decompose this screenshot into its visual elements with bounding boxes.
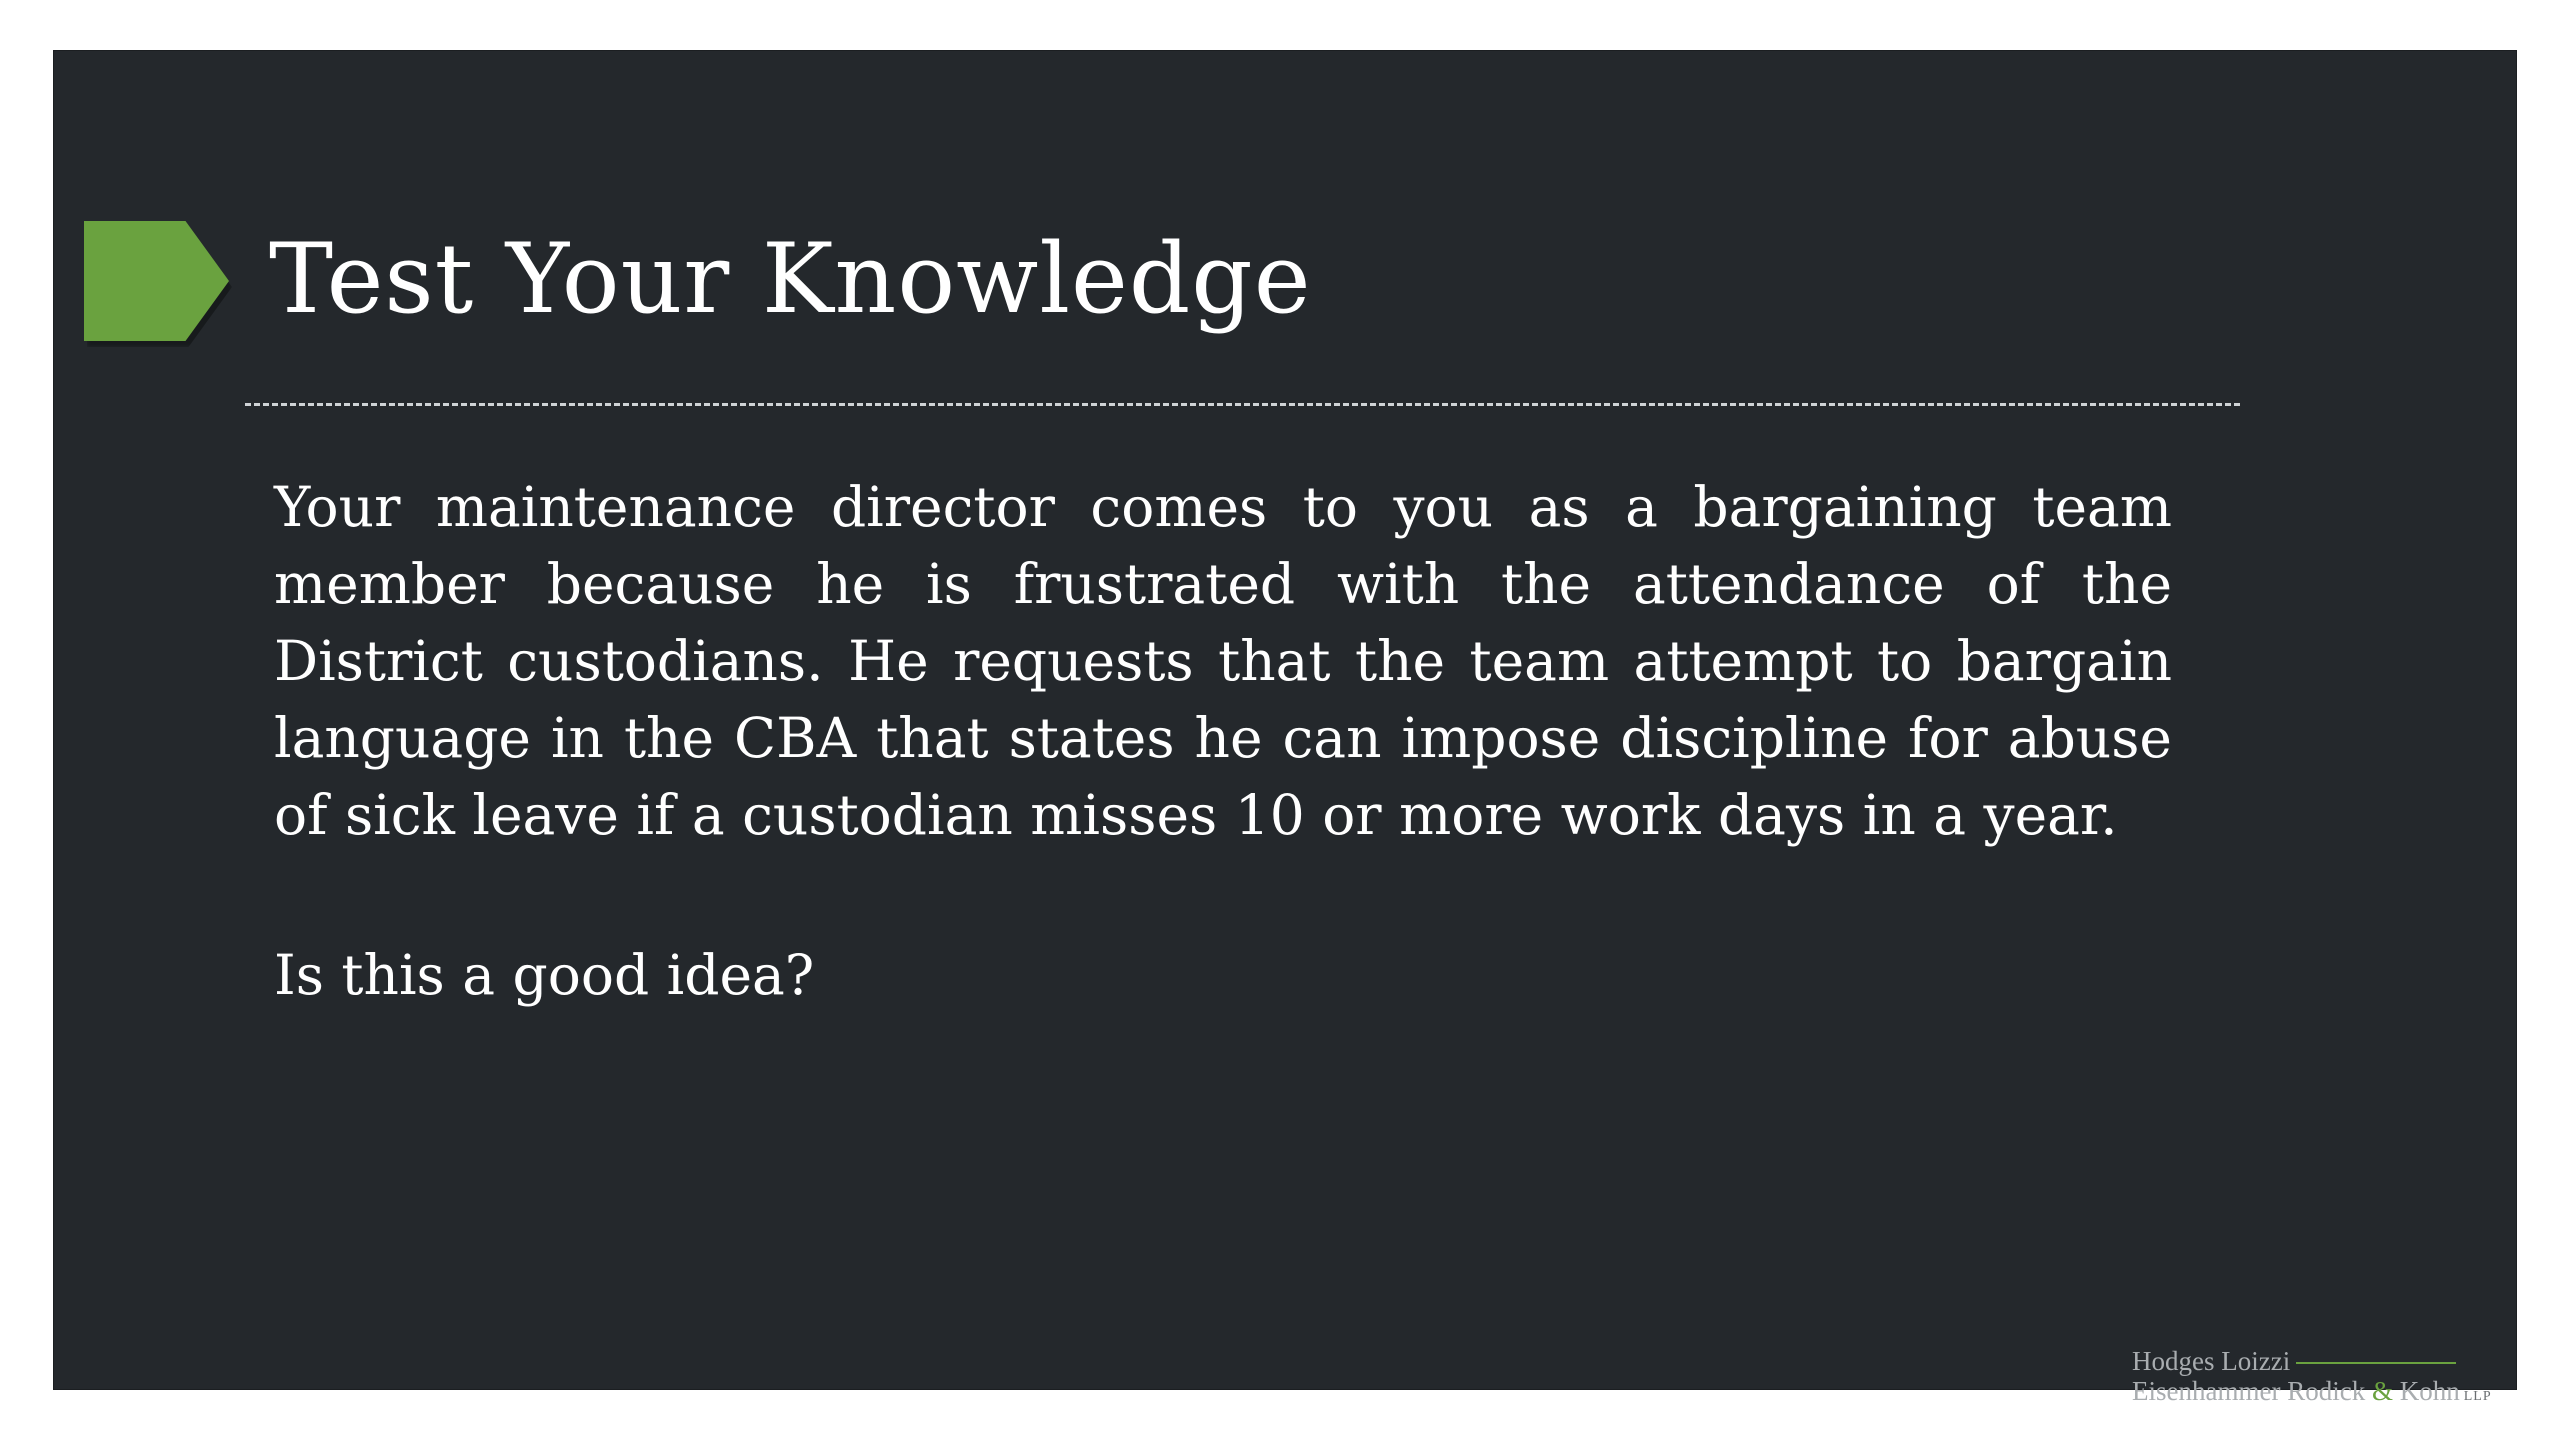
slide-body-text: Your maintenance director comes to you as a bargaining team member because he is frustrated with the attendance of the District custodians. He requests that the team attempt to bargain language in the CBA that states he can impose discipline for abuse of sick leave if a custodian misses 10 or more work days in a year.: [274, 475, 2172, 847]
logo-ampersand: &: [2371, 1376, 2393, 1406]
title-divider: [245, 403, 2240, 406]
firm-logo: [2132, 1346, 2542, 1416]
slide-question: Is this a good idea?: [274, 943, 815, 1007]
logo-line-2: [2132, 1376, 2542, 1412]
logo-line-1: [2132, 1346, 2542, 1376]
logo-name-1: Hodges Loizzi: [2132, 1346, 2291, 1376]
arrow-pentagon-icon: [84, 221, 229, 341]
logo-name-2a: Eisenhammer Rodick: [2132, 1376, 2372, 1406]
slide: [54, 51, 2516, 1406]
logo-suffix: LLP: [2463, 1389, 2492, 1404]
logo-name-2b: Kohn: [2392, 1376, 2460, 1406]
logo-rule: [2296, 1362, 2456, 1364]
slide-title: Test Your Knowledge: [269, 223, 1312, 335]
